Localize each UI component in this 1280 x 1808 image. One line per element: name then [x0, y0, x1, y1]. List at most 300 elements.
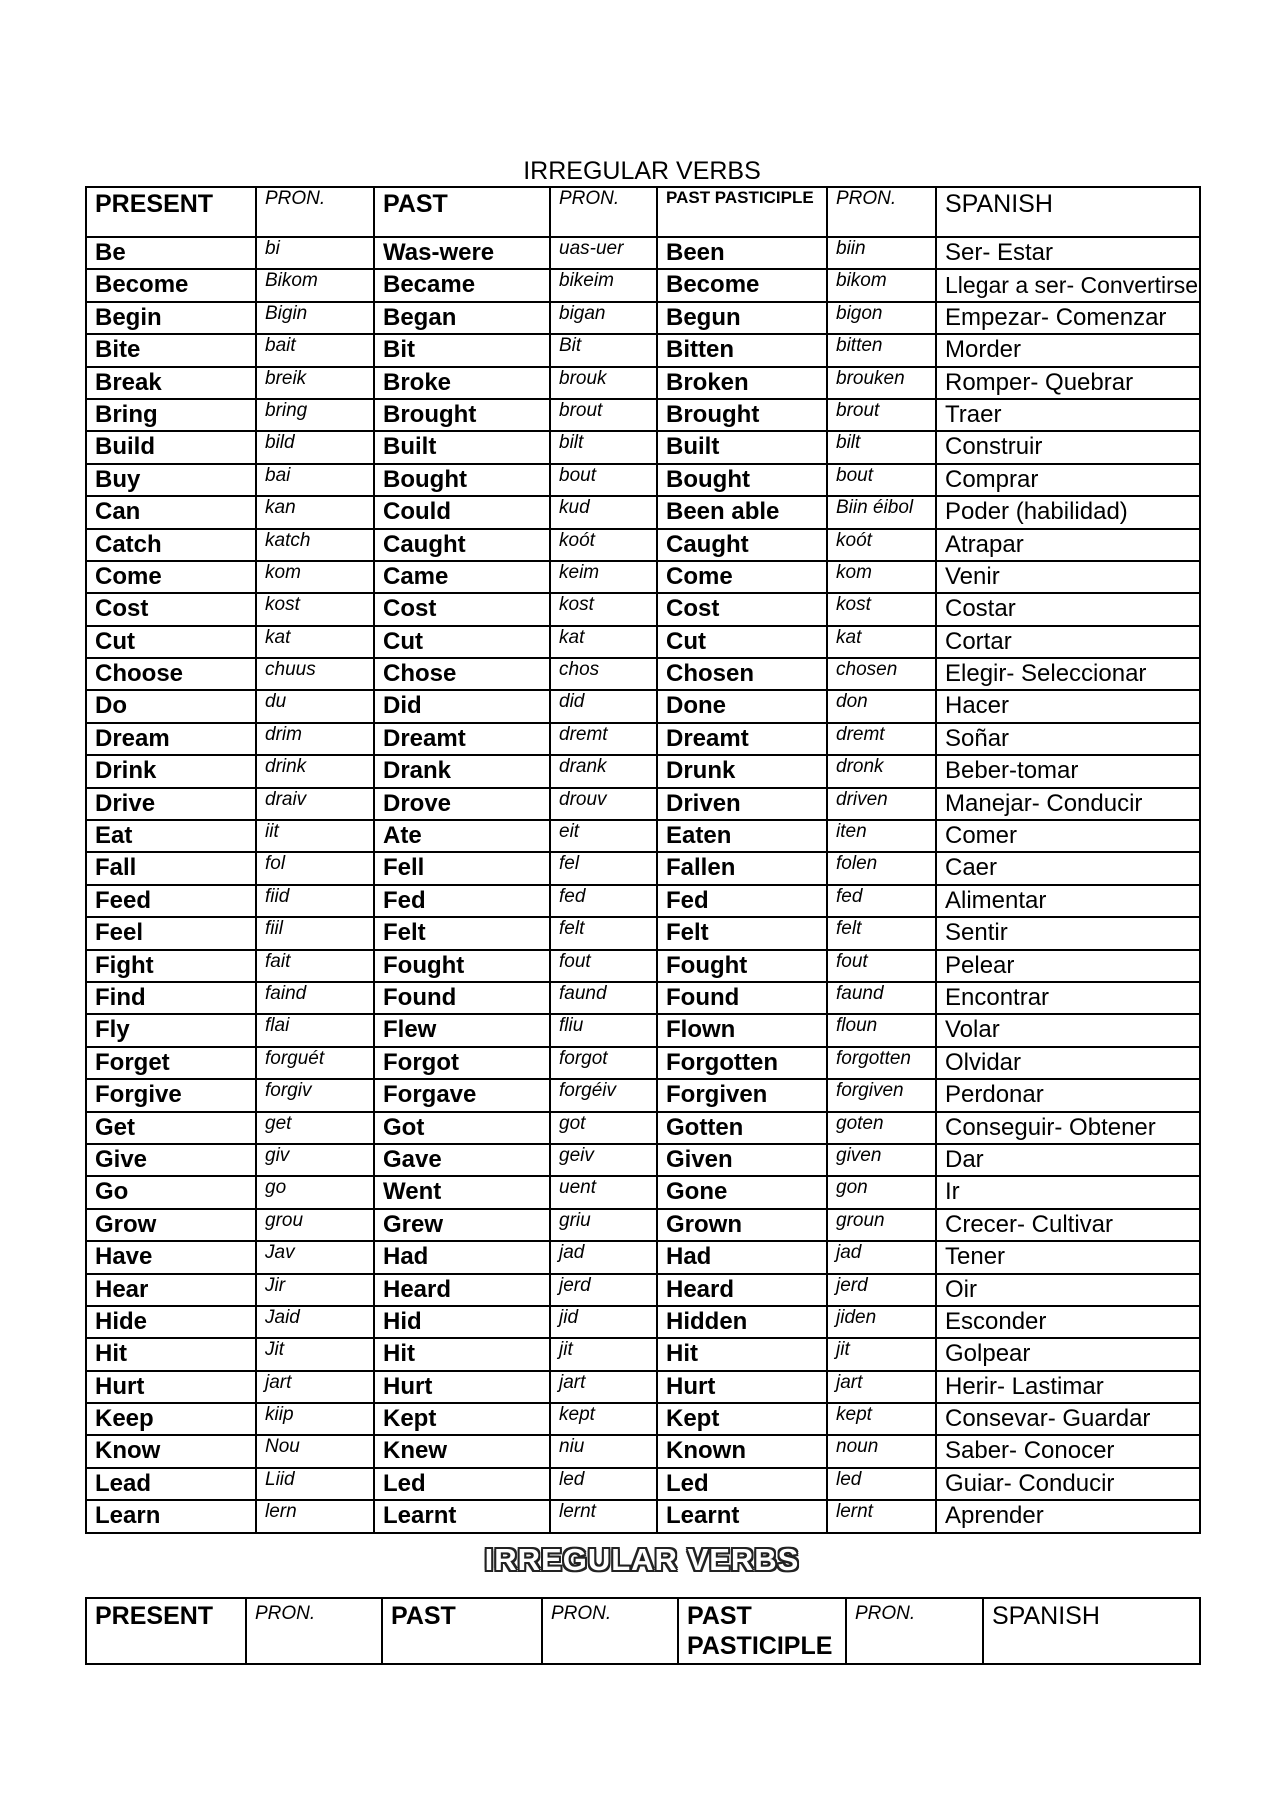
past-cell: Hid — [374, 1306, 550, 1338]
pron-cell: uas-uer — [550, 237, 657, 269]
past-participle-cell: Felt — [657, 917, 827, 949]
header-present: PRESENT — [86, 187, 256, 237]
pron-cell: fed — [827, 885, 936, 917]
pron-cell: floun — [827, 1014, 936, 1046]
pron-cell: jart — [256, 1371, 374, 1403]
pron-cell: kat — [550, 626, 657, 658]
past-participle-cell: Known — [657, 1435, 827, 1467]
pron-cell: bikeim — [550, 269, 657, 301]
present-cell: Forgive — [86, 1079, 256, 1111]
pron-cell: goten — [827, 1112, 936, 1144]
spanish-cell: Poder (habilidad) — [936, 496, 1200, 528]
table-row — [86, 982, 1200, 1014]
pron-cell: katch — [256, 529, 374, 561]
header-spanish: SPANISH — [936, 187, 1200, 237]
pron-cell: fiid — [256, 885, 374, 917]
pron-cell: bout — [827, 464, 936, 496]
past-cell: Was-were — [374, 237, 550, 269]
past-participle-cell: Heard — [657, 1274, 827, 1306]
past-participle-cell: Bitten — [657, 334, 827, 366]
pron-cell: did — [550, 690, 657, 722]
present-cell: Lead — [86, 1468, 256, 1500]
header-pron: PRON. — [246, 1598, 382, 1664]
spanish-cell: Elegir- Seleccionar — [936, 658, 1200, 690]
pron-cell: forguét — [256, 1047, 374, 1079]
pron-cell: giv — [256, 1144, 374, 1176]
past-cell: Heard — [374, 1274, 550, 1306]
past-participle-cell: Built — [657, 431, 827, 463]
spanish-cell: Caer — [936, 852, 1200, 884]
spanish-cell: Dar — [936, 1144, 1200, 1176]
past-cell: Felt — [374, 917, 550, 949]
pron-cell: kat — [256, 626, 374, 658]
spanish-cell: Ser- Estar — [936, 237, 1200, 269]
spanish-cell: Crecer- Cultivar — [936, 1209, 1200, 1241]
table-row — [86, 1338, 1200, 1370]
pron-cell: Bigin — [256, 302, 374, 334]
spanish-cell: Hacer — [936, 690, 1200, 722]
pron-cell: dremt — [827, 723, 936, 755]
pron-cell: get — [256, 1112, 374, 1144]
header-pron: PRON. — [827, 187, 936, 237]
pron-cell: bout — [550, 464, 657, 496]
pron-cell: jad — [550, 1241, 657, 1273]
spanish-cell: Esconder — [936, 1306, 1200, 1338]
spanish-cell: Perdonar — [936, 1079, 1200, 1111]
pron-cell: jerd — [827, 1274, 936, 1306]
past-participle-cell: Broken — [657, 367, 827, 399]
pron-cell: kost — [256, 593, 374, 625]
pron-cell: forgéiv — [550, 1079, 657, 1111]
present-cell: Cost — [86, 593, 256, 625]
pron-cell: got — [550, 1112, 657, 1144]
present-cell: Grow — [86, 1209, 256, 1241]
past-cell: Fought — [374, 950, 550, 982]
table-row — [86, 885, 1200, 917]
table-row — [86, 690, 1200, 722]
pron-cell: fout — [827, 950, 936, 982]
table-row — [86, 658, 1200, 690]
past-cell: Fed — [374, 885, 550, 917]
table-row — [86, 431, 1200, 463]
pron-cell: bilt — [827, 431, 936, 463]
past-cell: Could — [374, 496, 550, 528]
table-row — [86, 820, 1200, 852]
past-participle-cell: Gone — [657, 1176, 827, 1208]
present-cell: Find — [86, 982, 256, 1014]
spanish-cell: Beber-tomar — [936, 755, 1200, 787]
past-participle-cell: Eaten — [657, 820, 827, 852]
past-cell: Came — [374, 561, 550, 593]
header-pron: PRON. — [256, 187, 374, 237]
pron-cell: Bikom — [256, 269, 374, 301]
spanish-cell: Oir — [936, 1274, 1200, 1306]
pron-cell: jart — [550, 1371, 657, 1403]
pron-cell: forgot — [550, 1047, 657, 1079]
spanish-cell: Olvidar — [936, 1047, 1200, 1079]
spanish-cell: Atrapar — [936, 529, 1200, 561]
present-cell: Come — [86, 561, 256, 593]
spanish-cell: Costar — [936, 593, 1200, 625]
pron-cell: fol — [256, 852, 374, 884]
table-row — [86, 367, 1200, 399]
table-row — [86, 1209, 1200, 1241]
past-participle-cell: Driven — [657, 788, 827, 820]
present-cell: Keep — [86, 1403, 256, 1435]
pron-cell: keim — [550, 561, 657, 593]
pron-cell: bring — [256, 399, 374, 431]
pron-cell: Jit — [256, 1338, 374, 1370]
pron-cell: du — [256, 690, 374, 722]
past-cell: Built — [374, 431, 550, 463]
pron-cell: given — [827, 1144, 936, 1176]
header-pron: PRON. — [846, 1598, 983, 1664]
past-participle-cell: Hidden — [657, 1306, 827, 1338]
pron-cell: forgiv — [256, 1079, 374, 1111]
pron-cell: niu — [550, 1435, 657, 1467]
pron-cell: led — [827, 1468, 936, 1500]
pron-cell: fel — [550, 852, 657, 884]
past-cell: Brought — [374, 399, 550, 431]
past-participle-cell: Given — [657, 1144, 827, 1176]
pron-cell: kept — [550, 1403, 657, 1435]
spanish-cell: Comprar — [936, 464, 1200, 496]
past-cell: Bit — [374, 334, 550, 366]
pron-cell: breik — [256, 367, 374, 399]
table-row — [86, 1403, 1200, 1435]
spanish-cell: Llegar a ser- Convertirse — [936, 269, 1200, 301]
header-spanish: SPANISH — [983, 1598, 1200, 1664]
past-participle-cell: Done — [657, 690, 827, 722]
past-cell: Forgave — [374, 1079, 550, 1111]
table-header-row — [86, 1598, 1200, 1664]
present-cell: Become — [86, 269, 256, 301]
pron-cell: bigan — [550, 302, 657, 334]
table-row — [86, 1306, 1200, 1338]
pron-cell: kept — [827, 1403, 936, 1435]
past-participle-cell: Flown — [657, 1014, 827, 1046]
pron-cell: fout — [550, 950, 657, 982]
past-cell: Grew — [374, 1209, 550, 1241]
pron-cell: eit — [550, 820, 657, 852]
present-cell: Fight — [86, 950, 256, 982]
present-cell: Know — [86, 1435, 256, 1467]
pron-cell: geiv — [550, 1144, 657, 1176]
past-cell: Hurt — [374, 1371, 550, 1403]
spanish-cell: Tener — [936, 1241, 1200, 1273]
present-cell: Hit — [86, 1338, 256, 1370]
pron-cell: bait — [256, 334, 374, 366]
present-cell: Feed — [86, 885, 256, 917]
past-participle-cell: Cut — [657, 626, 827, 658]
table-row — [86, 496, 1200, 528]
present-cell: Go — [86, 1176, 256, 1208]
table-row — [86, 1112, 1200, 1144]
pron-cell: chos — [550, 658, 657, 690]
table-row — [86, 529, 1200, 561]
spanish-cell: Romper- Quebrar — [936, 367, 1200, 399]
pron-cell: jerd — [550, 1274, 657, 1306]
table-row — [86, 1079, 1200, 1111]
pron-cell: drank — [550, 755, 657, 787]
past-participle-cell: Found — [657, 982, 827, 1014]
present-cell: Be — [86, 237, 256, 269]
pron-cell: chuus — [256, 658, 374, 690]
pron-cell: kud — [550, 496, 657, 528]
past-participle-cell: Learnt — [657, 1500, 827, 1532]
pron-cell: koót — [550, 529, 657, 561]
pron-cell: kan — [256, 496, 374, 528]
table-row — [86, 1500, 1200, 1532]
past-cell: Drank — [374, 755, 550, 787]
pron-cell: kom — [256, 561, 374, 593]
spanish-cell: Cortar — [936, 626, 1200, 658]
table-row — [86, 1435, 1200, 1467]
spanish-cell: Volar — [936, 1014, 1200, 1046]
present-cell: Buy — [86, 464, 256, 496]
table-row — [86, 1014, 1200, 1046]
past-participle-cell: Fed — [657, 885, 827, 917]
past-participle-cell: Had — [657, 1241, 827, 1273]
table-row — [86, 269, 1200, 301]
past-participle-cell: Forgotten — [657, 1047, 827, 1079]
past-cell: Fell — [374, 852, 550, 884]
spanish-cell: Venir — [936, 561, 1200, 593]
present-cell: Fly — [86, 1014, 256, 1046]
table-row — [86, 917, 1200, 949]
header-past-participle: PAST PASTICIPLE — [678, 1598, 846, 1664]
pron-cell: fliu — [550, 1014, 657, 1046]
past-participle-cell: Become — [657, 269, 827, 301]
table-row — [86, 1144, 1200, 1176]
past-participle-cell: Cost — [657, 593, 827, 625]
table-row — [86, 1468, 1200, 1500]
past-participle-cell: Led — [657, 1468, 827, 1500]
spanish-cell: Empezar- Comenzar — [936, 302, 1200, 334]
pron-cell: kom — [827, 561, 936, 593]
past-cell: Broke — [374, 367, 550, 399]
table-row — [86, 852, 1200, 884]
pron-cell: Jaid — [256, 1306, 374, 1338]
pron-cell: faund — [550, 982, 657, 1014]
pron-cell: lernt — [827, 1500, 936, 1532]
present-cell: Fall — [86, 852, 256, 884]
past-participle-cell: Hit — [657, 1338, 827, 1370]
past-participle-cell: Caught — [657, 529, 827, 561]
pron-cell: bai — [256, 464, 374, 496]
past-cell: Caught — [374, 529, 550, 561]
spanish-cell: Ir — [936, 1176, 1200, 1208]
pron-cell: Jav — [256, 1241, 374, 1273]
irregular-verbs-table — [85, 186, 1201, 1534]
present-cell: Drink — [86, 755, 256, 787]
present-cell: Can — [86, 496, 256, 528]
present-cell: Eat — [86, 820, 256, 852]
pron-cell: brouk — [550, 367, 657, 399]
pron-cell: drim — [256, 723, 374, 755]
page-title: IRREGULAR VERBS — [523, 157, 761, 185]
pron-cell: iten — [827, 820, 936, 852]
pron-cell: fait — [256, 950, 374, 982]
table-row — [86, 593, 1200, 625]
pron-cell: jad — [827, 1241, 936, 1273]
past-cell: Cost — [374, 593, 550, 625]
past-cell: Had — [374, 1241, 550, 1273]
present-cell: Cut — [86, 626, 256, 658]
pron-cell: biin — [827, 237, 936, 269]
pron-cell: bitten — [827, 334, 936, 366]
spanish-cell: Soñar — [936, 723, 1200, 755]
pron-cell: Biin éibol — [827, 496, 936, 528]
past-cell: Got — [374, 1112, 550, 1144]
pron-cell: bigon — [827, 302, 936, 334]
present-cell: Break — [86, 367, 256, 399]
past-cell: Went — [374, 1176, 550, 1208]
past-cell: Chose — [374, 658, 550, 690]
past-cell: Flew — [374, 1014, 550, 1046]
past-participle-cell: Begun — [657, 302, 827, 334]
past-cell: Began — [374, 302, 550, 334]
present-cell: Forget — [86, 1047, 256, 1079]
spanish-cell: Saber- Conocer — [936, 1435, 1200, 1467]
table-header-row — [86, 187, 1200, 237]
present-cell: Build — [86, 431, 256, 463]
pron-cell: Liid — [256, 1468, 374, 1500]
table-row — [86, 950, 1200, 982]
pron-cell: driven — [827, 788, 936, 820]
spanish-cell: Consevar- Guardar — [936, 1403, 1200, 1435]
spanish-cell: Traer — [936, 399, 1200, 431]
table-row — [86, 1371, 1200, 1403]
header-present: PRESENT — [86, 1598, 246, 1664]
spanish-cell: Construir — [936, 431, 1200, 463]
pron-cell: forgotten — [827, 1047, 936, 1079]
pron-cell: kat — [827, 626, 936, 658]
pron-cell: go — [256, 1176, 374, 1208]
past-participle-cell: Brought — [657, 399, 827, 431]
pron-cell: brout — [827, 399, 936, 431]
past-cell: Knew — [374, 1435, 550, 1467]
past-participle-cell: Gotten — [657, 1112, 827, 1144]
spanish-cell: Encontrar — [936, 982, 1200, 1014]
spanish-cell: Golpear — [936, 1338, 1200, 1370]
pron-cell: chosen — [827, 658, 936, 690]
past-participle-cell: Drunk — [657, 755, 827, 787]
table-row — [86, 626, 1200, 658]
pron-cell: jit — [550, 1338, 657, 1370]
header-past: PAST — [382, 1598, 542, 1664]
pron-cell: bild — [256, 431, 374, 463]
present-cell: Catch — [86, 529, 256, 561]
past-cell: Dreamt — [374, 723, 550, 755]
table-row — [86, 464, 1200, 496]
header-pron: PRON. — [550, 187, 657, 237]
table-row — [86, 755, 1200, 787]
past-participle-cell: Hurt — [657, 1371, 827, 1403]
past-cell: Led — [374, 1468, 550, 1500]
table-row — [86, 1047, 1200, 1079]
past-cell: Hit — [374, 1338, 550, 1370]
table-row — [86, 237, 1200, 269]
pron-cell: drink — [256, 755, 374, 787]
pron-cell: dronk — [827, 755, 936, 787]
spanish-cell: Sentir — [936, 917, 1200, 949]
spanish-cell: Morder — [936, 334, 1200, 366]
pron-cell: felt — [550, 917, 657, 949]
past-participle-cell: Grown — [657, 1209, 827, 1241]
table-row — [86, 302, 1200, 334]
past-participle-cell: Fought — [657, 950, 827, 982]
present-cell: Feel — [86, 917, 256, 949]
table-row — [86, 399, 1200, 431]
present-cell: Choose — [86, 658, 256, 690]
past-cell: Became — [374, 269, 550, 301]
header-past: PAST — [374, 187, 550, 237]
pron-cell: fed — [550, 885, 657, 917]
pron-cell: draiv — [256, 788, 374, 820]
past-participle-cell: Been — [657, 237, 827, 269]
pron-cell: uent — [550, 1176, 657, 1208]
past-cell: Cut — [374, 626, 550, 658]
pron-cell: flai — [256, 1014, 374, 1046]
present-cell: Get — [86, 1112, 256, 1144]
spanish-cell: Alimentar — [936, 885, 1200, 917]
past-cell: Learnt — [374, 1500, 550, 1532]
past-participle-cell: Dreamt — [657, 723, 827, 755]
pron-cell: bilt — [550, 431, 657, 463]
spanish-cell: Aprender — [936, 1500, 1200, 1532]
past-participle-cell: Bought — [657, 464, 827, 496]
present-cell: Hear — [86, 1274, 256, 1306]
past-participle-cell: Fallen — [657, 852, 827, 884]
present-cell: Do — [86, 690, 256, 722]
pron-cell: forgiven — [827, 1079, 936, 1111]
pron-cell: lern — [256, 1500, 374, 1532]
present-cell: Have — [86, 1241, 256, 1273]
present-cell: Hurt — [86, 1371, 256, 1403]
pron-cell: led — [550, 1468, 657, 1500]
past-cell: Ate — [374, 820, 550, 852]
present-cell: Learn — [86, 1500, 256, 1532]
pron-cell: jiden — [827, 1306, 936, 1338]
past-cell: Kept — [374, 1403, 550, 1435]
irregular-verbs-table-continued — [85, 1597, 1201, 1665]
past-cell: Did — [374, 690, 550, 722]
pron-cell: dremt — [550, 723, 657, 755]
pron-cell: folen — [827, 852, 936, 884]
past-cell: Forgot — [374, 1047, 550, 1079]
present-cell: Hide — [86, 1306, 256, 1338]
past-participle-cell: Come — [657, 561, 827, 593]
pron-cell: brout — [550, 399, 657, 431]
past-cell: Drove — [374, 788, 550, 820]
pron-cell: bi — [256, 237, 374, 269]
pron-cell: lernt — [550, 1500, 657, 1532]
past-participle-cell: Kept — [657, 1403, 827, 1435]
pron-cell: Jir — [256, 1274, 374, 1306]
table-row — [86, 334, 1200, 366]
past-participle-cell: Been able — [657, 496, 827, 528]
past-cell: Bought — [374, 464, 550, 496]
spanish-cell: Manejar- Conducir — [936, 788, 1200, 820]
pron-cell: kiip — [256, 1403, 374, 1435]
present-cell: Give — [86, 1144, 256, 1176]
table-row — [86, 1274, 1200, 1306]
pron-cell: noun — [827, 1435, 936, 1467]
present-cell: Drive — [86, 788, 256, 820]
pron-cell: grou — [256, 1209, 374, 1241]
spanish-cell: Conseguir- Obtener — [936, 1112, 1200, 1144]
